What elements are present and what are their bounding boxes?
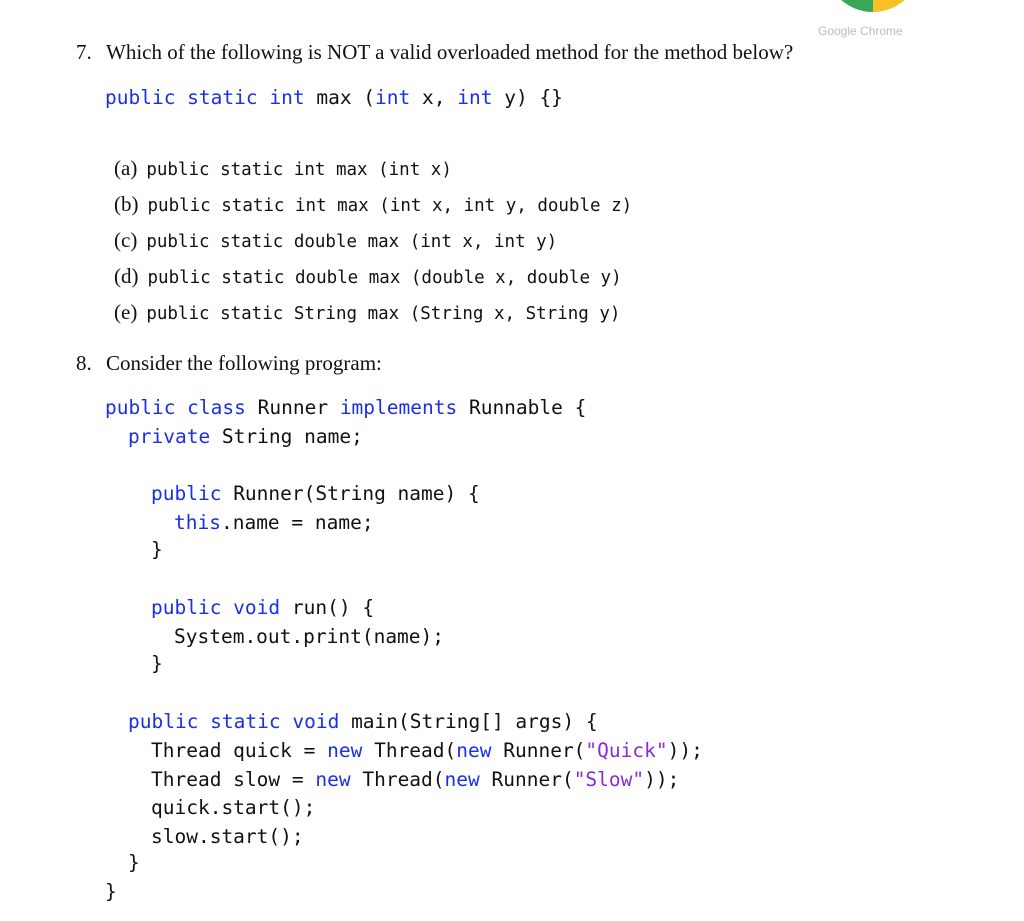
code-line-token: .name = name;	[220, 511, 374, 534]
option-label: (b)	[114, 192, 139, 216]
code-line-token: Thread(	[362, 739, 457, 762]
code-line-token: new	[444, 768, 480, 791]
question-8-prompt	[76, 353, 382, 374]
option-a	[114, 158, 452, 180]
code-line-token: public static void	[128, 710, 340, 733]
code-line-token: }	[105, 880, 117, 903]
code-line-token: public void	[151, 596, 281, 619]
code-line-token: public class	[105, 396, 246, 419]
code-line	[174, 513, 374, 533]
code-line-token: System.out.print(name);	[174, 625, 445, 648]
code-line-token: slow.start();	[151, 825, 304, 848]
code-line-token: Runner	[245, 396, 340, 419]
code-line-token: Runner(String name) {	[221, 482, 480, 505]
option-code: public static double max (int x, int y)	[146, 232, 558, 252]
code-line-token: Thread quick =	[151, 739, 328, 762]
code-line	[151, 770, 679, 790]
question-8-text: Consider the following program:	[106, 351, 382, 375]
watermark: Google Chrome	[818, 24, 903, 38]
code-line-token: }	[128, 851, 140, 874]
code-line	[151, 827, 304, 847]
q7-signature-token: max (	[304, 86, 376, 109]
option-d	[114, 266, 622, 288]
code-line-token: new	[456, 739, 492, 762]
code-line-token: }	[151, 538, 163, 561]
code-line-token: new	[315, 768, 351, 791]
question-7-code	[105, 88, 563, 108]
option-label: (a)	[114, 156, 138, 180]
code-line-token: ));	[644, 768, 680, 791]
code-line-token: String name;	[210, 425, 363, 448]
code-line	[151, 540, 163, 560]
question-7-text: Which of the following is NOT a valid overloaded method for the method below?	[106, 40, 794, 64]
code-line-token: "Quick"	[585, 739, 668, 762]
code-line-token: "Slow"	[573, 768, 645, 791]
code-line	[151, 654, 163, 674]
q7-signature-token: x,	[410, 86, 458, 109]
option-code: public static int max (int x)	[146, 160, 452, 180]
code-line-token: quick.start();	[151, 796, 316, 819]
code-line	[105, 882, 117, 902]
code-line-token: main(String[] args) {	[339, 710, 598, 733]
q7-signature-token: int	[457, 86, 493, 109]
option-label: (e)	[114, 300, 138, 324]
option-label: (d)	[114, 264, 139, 288]
code-line	[151, 798, 315, 818]
option-label: (c)	[114, 228, 138, 252]
code-line-token: run() {	[280, 596, 375, 619]
q7-signature-token: int	[375, 86, 411, 109]
code-line-token: implements	[339, 396, 458, 419]
code-line	[128, 712, 598, 732]
code-line-token: Runner(	[491, 739, 586, 762]
code-line	[151, 598, 374, 618]
code-line	[128, 853, 140, 873]
option-code: public static double max (double x, double y)	[147, 268, 622, 288]
chrome-logo-icon	[825, 0, 921, 12]
q7-signature-token: y) {}	[492, 86, 563, 109]
option-c	[114, 230, 557, 252]
question-8-number: 8.	[76, 351, 92, 375]
code-line-token: Thread(	[350, 768, 445, 791]
code-line-token: public	[151, 482, 222, 505]
code-line-token: Runnable {	[457, 396, 587, 419]
code-line	[151, 741, 703, 761]
code-line-token: private	[128, 425, 211, 448]
option-code: public static String max (String x, String y)	[146, 304, 621, 324]
code-line-token: Thread slow =	[151, 768, 316, 791]
code-line	[128, 427, 363, 447]
option-e	[114, 302, 620, 324]
question-7-prompt	[76, 42, 793, 63]
question-7-number: 7.	[76, 40, 92, 64]
code-line	[105, 398, 586, 418]
option-b	[114, 194, 632, 216]
code-line-token: new	[327, 739, 363, 762]
code-line-token: ));	[667, 739, 703, 762]
code-line-token: }	[151, 652, 163, 675]
code-line-token: Runner(	[479, 768, 574, 791]
option-code: public static int max (int x, int y, double z)	[147, 196, 633, 216]
code-line	[151, 484, 480, 504]
code-line-token: this	[174, 511, 221, 534]
code-line	[174, 627, 444, 647]
q7-signature-token: public static int	[105, 86, 305, 109]
